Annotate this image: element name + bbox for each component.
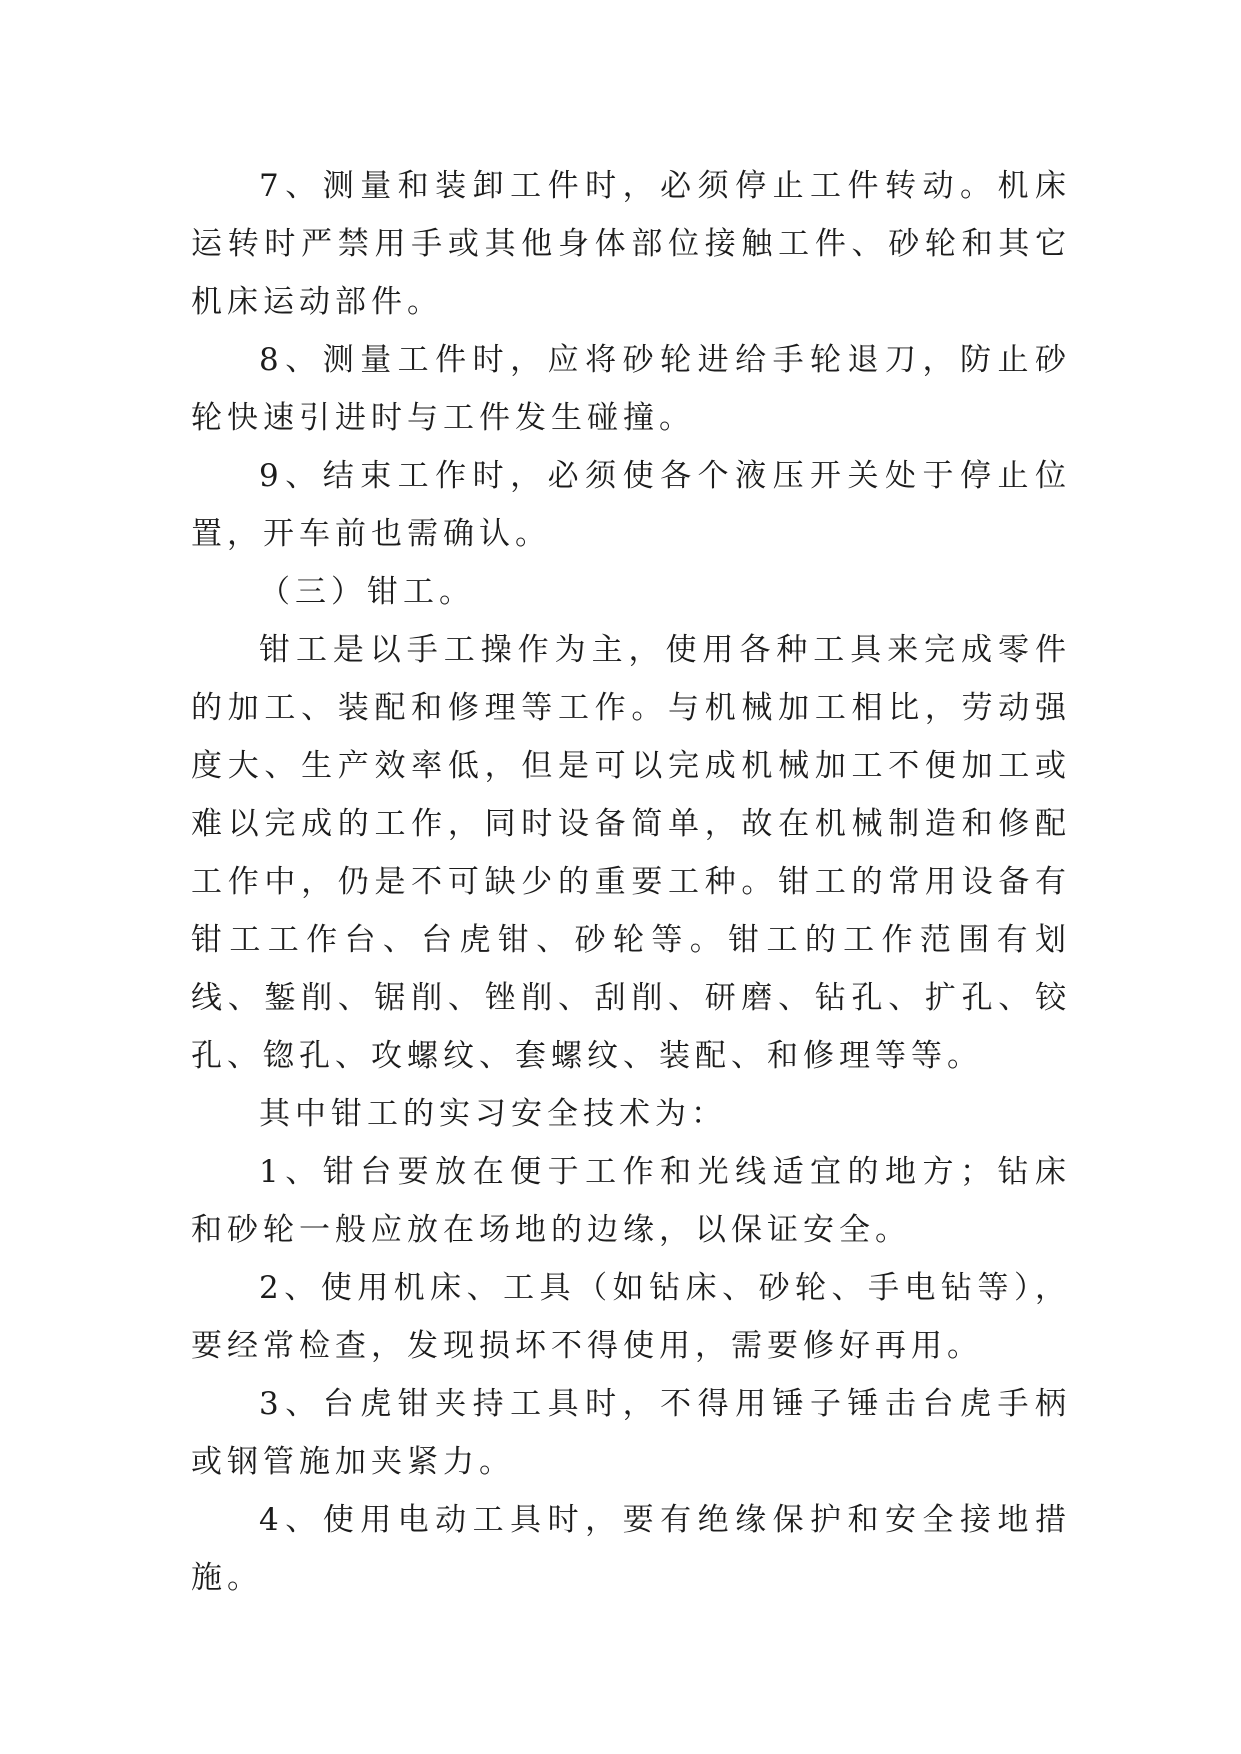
document-body [191, 157, 1071, 1607]
paragraph-safety-4: 4、使用电动工具时，要有绝缘保护和安全接地措施。 [191, 1502, 1071, 1596]
paragraph-safety-1: 1、钳台要放在便于工作和光线适宜的地方；钻床和砂轮一般应放在场地的边缘，以保证安全。 [191, 1154, 1071, 1248]
paragraph-safety-2: 2、使用机床、工具（如钻床、砂轮、手电钻等），要经常检查，发现损坏不得使用，需要修好再用。 [191, 1270, 1071, 1364]
paragraph-item-8: 8、测量工件时，应将砂轮进给手轮退刀，防止砂轮快速引进时与工件发生碰撞。 [191, 342, 1071, 436]
paragraph-safety-intro: 其中钳工的实习安全技术为： [259, 1096, 727, 1132]
paragraph-item-7: 7、测量和装卸工件时，必须停止工件转动。机床运转时严禁用手或其他身体部位接触工件、砂轮和其它机床运动部件。 [191, 168, 1071, 320]
paragraph-item-9: 9、结束工作时，必须使各个液压开关处于停止位置，开车前也需确认。 [191, 458, 1071, 552]
section-heading-fitter: （三）钳工。 [259, 574, 475, 610]
paragraph-fitter-intro: 钳工是以手工操作为主，使用各种工具来完成零件的加工、装配和修理等工作。与机械加工相比，劳动强度大、生产效率低，但是可以完成机械加工不便加工或难以完成的工作，同时设备简单，故在机械制造和修配工作中，仍是不可缺少的重要工种。钳工的常用设备有钳工工作台、台虎钳、砂轮等。钳工的工作范围有划线、錾削、锯削、锉削、刮削、研磨、钻孔、扩孔、铰孔、锪孔、攻螺纹、套螺纹、装配、和修理等等。 [191, 632, 1071, 1074]
paragraph-safety-3: 3、台虎钳夹持工具时，不得用锤子锤击台虎手柄或钢管施加夹紧力。 [191, 1386, 1071, 1480]
